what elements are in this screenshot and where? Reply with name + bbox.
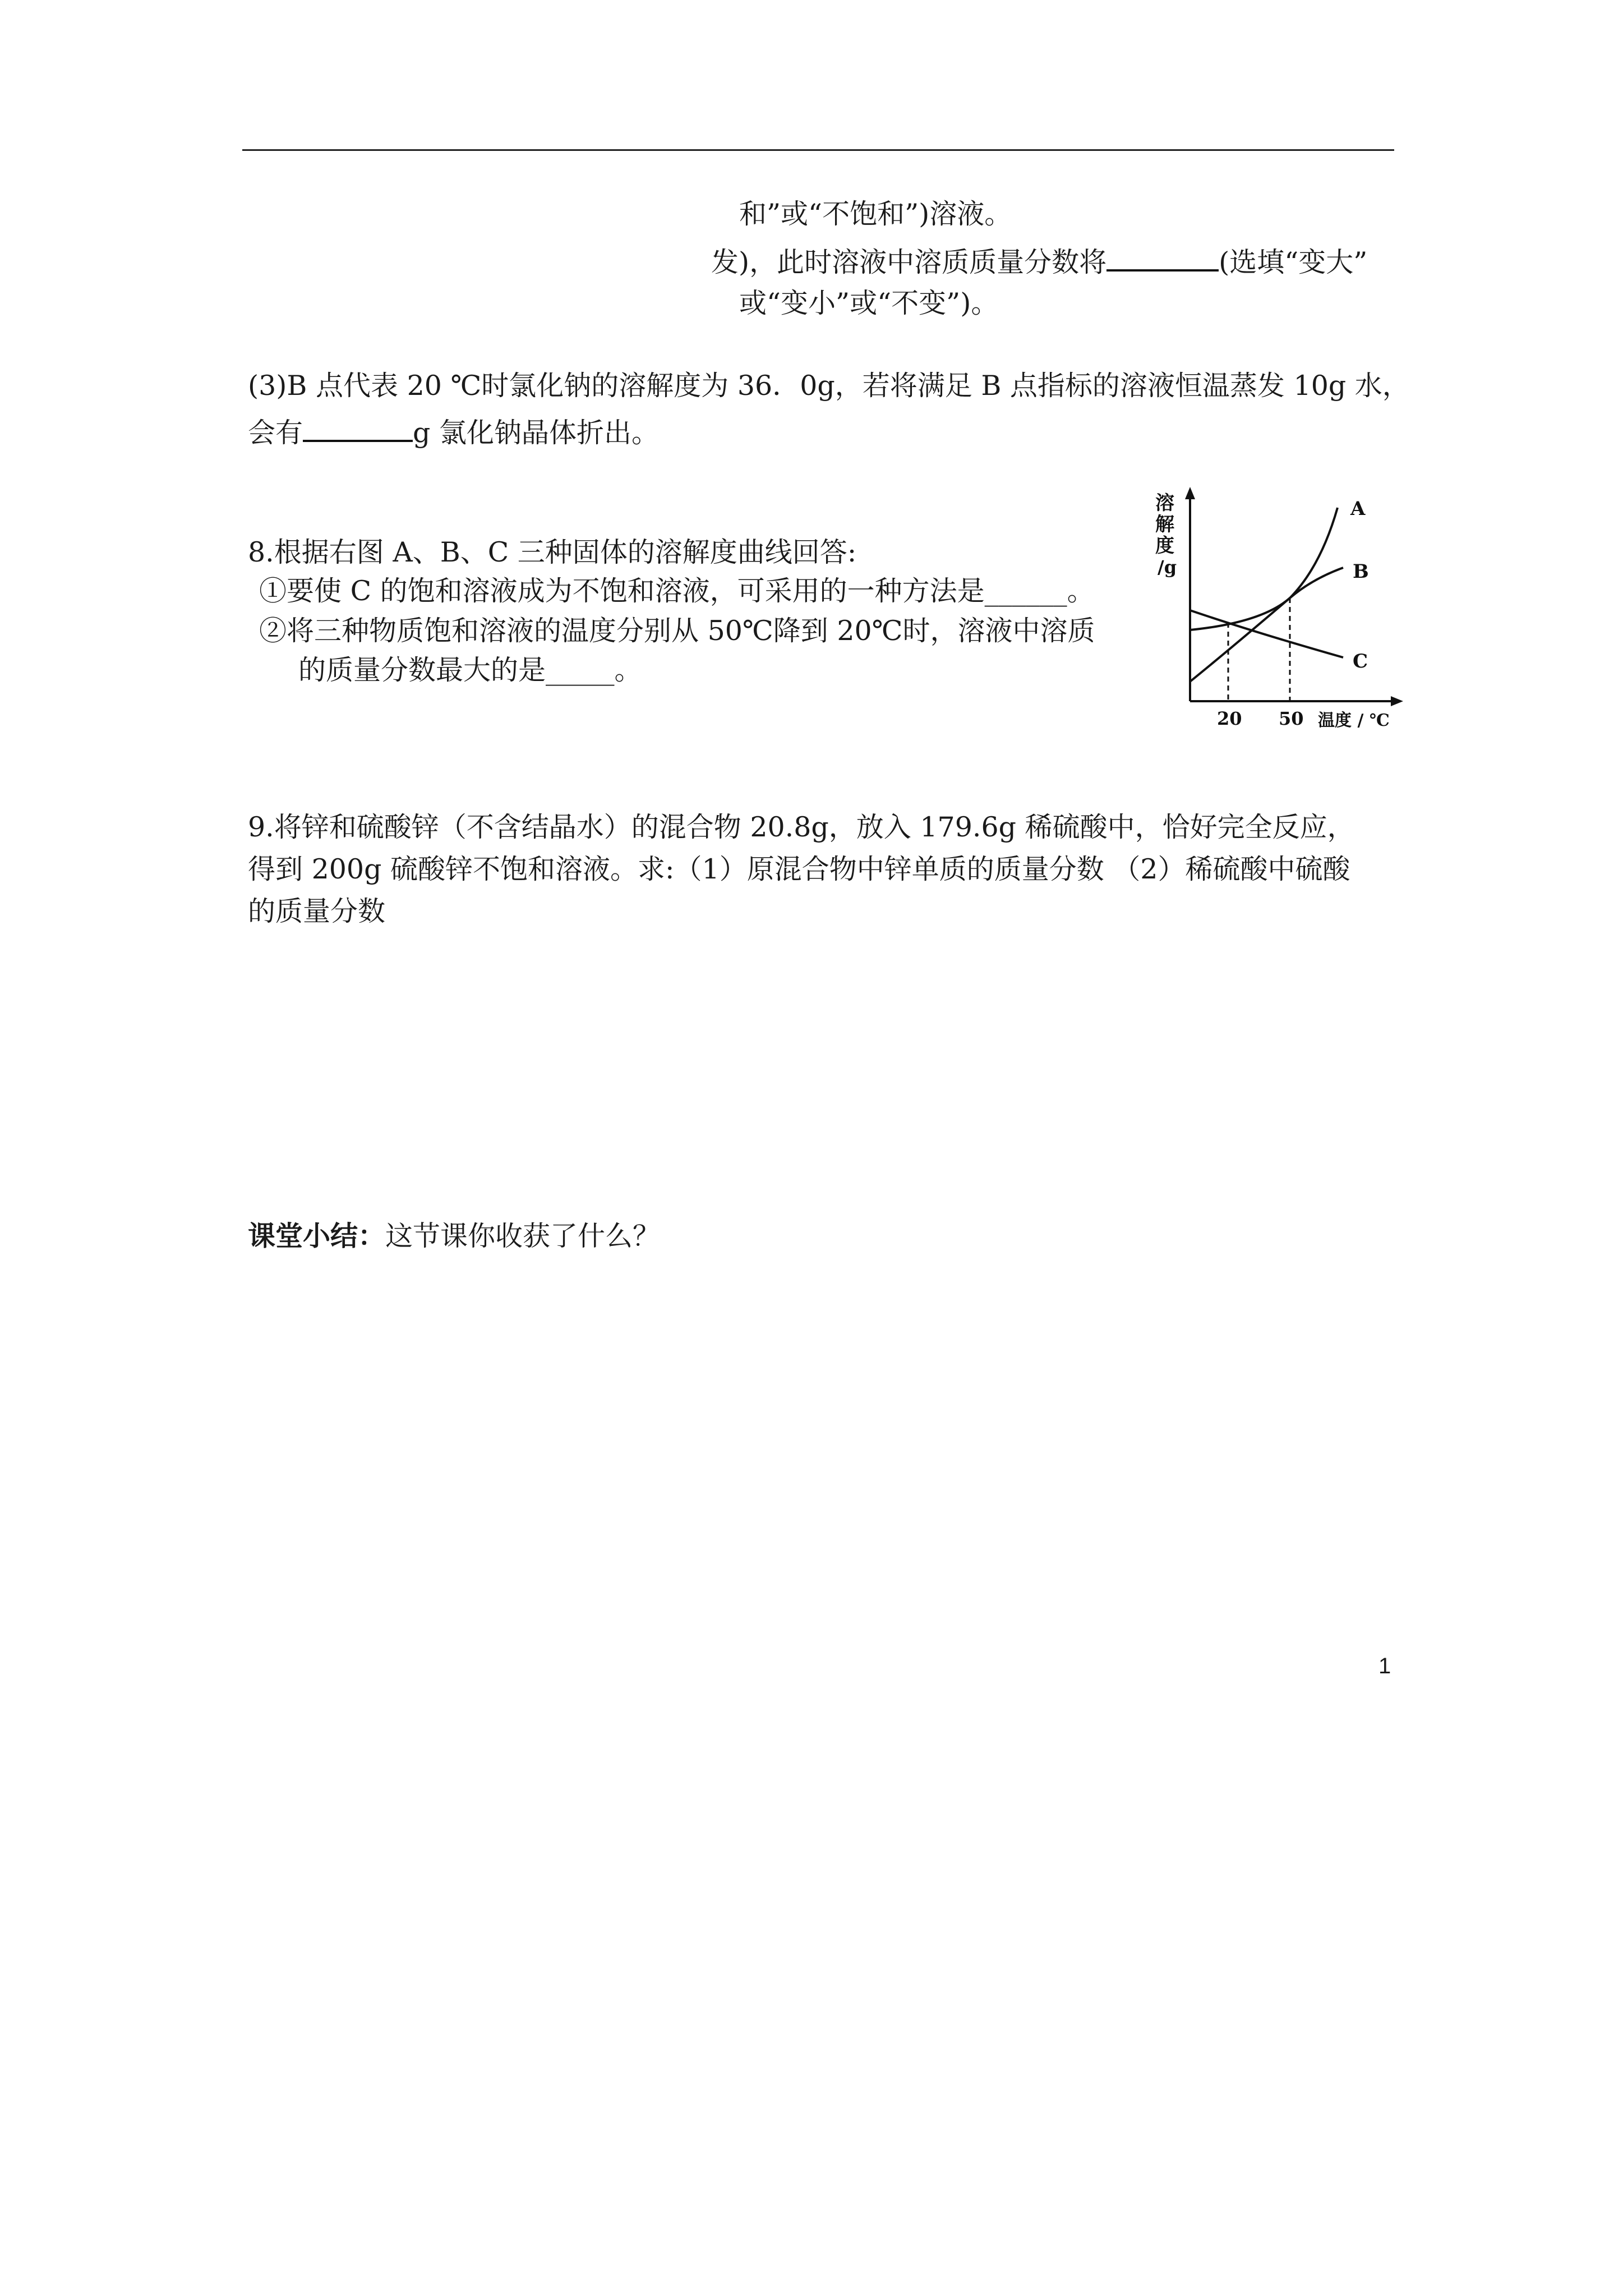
header-rule [242, 149, 1394, 151]
series-c-label: C [1353, 650, 1368, 673]
class-summary [248, 1219, 660, 1253]
q9-line-3: 的质量分数 [248, 895, 386, 927]
summary-prompt: 这节课你收获了什么？ [385, 1220, 661, 1252]
x-axis-arrow [1391, 696, 1403, 706]
q3-line-2 [248, 415, 659, 450]
y-label-char-4: /g [1158, 556, 1177, 578]
continuation-line-3: 或“变小”或“不变”)。 [739, 287, 999, 319]
q8-sub2-line-2: 的质量分数最大的是_____。 [298, 654, 642, 686]
series-a-curve [1190, 508, 1338, 630]
x-tick-50: 50 [1279, 708, 1304, 729]
y-label-char-1: 溶 [1155, 492, 1174, 514]
q8-sub2-line-1: ②将三种物质饱和溶液的温度分别从 50℃降到 20℃时，溶液中溶质 [259, 615, 1095, 647]
continuation-line-2 [711, 245, 1367, 279]
y-axis-label [1155, 492, 1177, 578]
continuation-line-1: 和”或“不饱和”)溶液。 [739, 198, 1012, 230]
y-label-char-2: 解 [1155, 513, 1174, 536]
answer-blank[interactable] [1106, 245, 1219, 272]
q3-line-2-text: 会有 [248, 417, 303, 449]
answer-blank[interactable] [303, 415, 413, 442]
q8-stem: 8.根据右图 A、B、C 三种固体的溶解度曲线回答: [248, 536, 857, 568]
q3-line-2-tail: g 氯化钠晶体折出。 [413, 417, 659, 449]
q9-line-2: 得到 200g 硫酸锌不饱和溶液。求:（1）原混合物中锌单质的质量分数 （2）稀硫酸中硫酸 [248, 853, 1350, 885]
x-axis-label: 温度 / ℃ [1318, 711, 1390, 730]
series-b-curve [1190, 568, 1343, 682]
continuation-line-2-tail: (选填“变大” [1219, 246, 1368, 278]
summary-label: 课堂小结： [248, 1220, 386, 1252]
y-label-char-3: 度 [1155, 535, 1174, 557]
series-b-label: B [1353, 560, 1369, 583]
series-a-label: A [1350, 498, 1366, 520]
page-number: 1 [1378, 1654, 1391, 1678]
y-axis-arrow [1185, 487, 1195, 499]
solubility-chart [1144, 482, 1408, 735]
continuation-line-2-text: 发)，此时溶液中溶质质量分数将 [711, 246, 1107, 278]
q9-line-1: 9.将锌和硫酸锌（不含结晶水）的混合物 20.8g，放入 179.6g 稀硫酸中，恰好完全反应， [248, 811, 1355, 843]
x-tick-20: 20 [1217, 708, 1242, 729]
q3-line-1: (3)B 点代表 20 ℃时氯化钠的溶解度为 36．0g，若将满足 B 点指标的溶液恒温蒸发 10g 水， [248, 370, 1410, 402]
q8-sub1: ①要使 C 的饱和溶液成为不饱和溶液，可采用的一种方法是______。 [259, 575, 1095, 607]
